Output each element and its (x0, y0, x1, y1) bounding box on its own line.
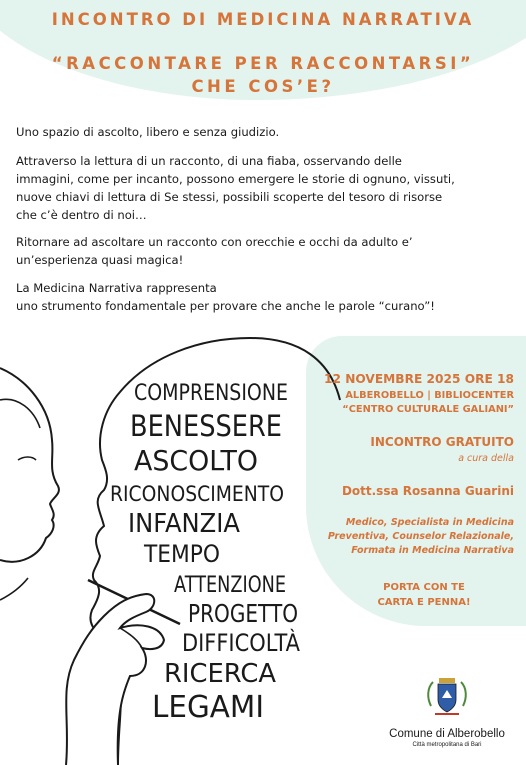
event-title: “RACCONTARE PER RACCONTARSI” (51, 54, 475, 73)
intro-paragraph: Uno spazio di ascolto, libero e senza giudizio. (16, 125, 280, 139)
word: RICERCA (164, 659, 277, 689)
event-date: 12 NOVEMBRE 2025 ORE 18 (323, 372, 514, 386)
experience-line: un’esperienza quasi magica! (16, 253, 184, 267)
coat-of-arms-icon (425, 676, 469, 722)
word: INFANZIA (128, 509, 241, 539)
closing-line: uno strumento fondamentale per provare che anche le parole “curano”! (16, 299, 435, 313)
word: COMPRENSIONE (134, 381, 288, 406)
description-line: Attraverso la lettura di un racconto, di una fiaba, osservando delle (16, 154, 402, 168)
description-line: nuove chiavi di lettura di Se stessi, possibili scoperte del tesoro di risorse (16, 190, 443, 204)
event-place: ALBEROBELLO | BIBLIOCENTER (345, 390, 514, 401)
word: DIFFICOLTÀ (182, 629, 318, 657)
bring-note: PORTA CON TE (383, 582, 465, 593)
word: PROGETTO (188, 599, 298, 628)
bring-note: CARTA E PENNA! (377, 597, 471, 608)
word: BENESSERE (130, 409, 282, 443)
experience-line: Ritornare ad ascoltare un racconto con orecchie e occhi da adulto e’ (16, 235, 413, 249)
chin-icon (0, 578, 28, 600)
municipality-logo (372, 676, 522, 748)
hair-icon (0, 399, 40, 428)
municipality-subtitle: Città metropolitana di Bari (412, 742, 482, 748)
closing-line: La Medicina Narrativa rappresenta (16, 281, 217, 295)
hand-icon (66, 594, 164, 765)
woman-profile-outline (0, 368, 59, 562)
word: ASCOLTO (134, 444, 258, 477)
speaker-role: Preventiva, Counselor Relazionale, (327, 531, 514, 542)
word: LEGAMI (152, 690, 264, 725)
municipality-name: Comune di Alberobello (389, 728, 505, 740)
event-venue: “CENTRO CULTURALE GALIANI” (342, 404, 514, 415)
speaker-role: Formata in Medicina Narrativa (351, 545, 514, 556)
word: TEMPO (143, 540, 220, 568)
curated-by-label: a cura della (458, 453, 514, 464)
speaker-name: Dott.ssa Rosanna Guarini (341, 484, 514, 498)
speaker-role: Medico, Specialista in Medicina (345, 517, 514, 528)
eye-icon (18, 457, 36, 460)
free-entry-label: INCONTRO GRATUITO (370, 435, 514, 449)
event-heading: INCONTRO DI MEDICINA NARRATIVA (51, 10, 475, 29)
word: RICONOSCIMENTO (110, 482, 284, 506)
word: ATTENZIONE (174, 573, 286, 598)
description-line: immagini, come per incanto, possono emergere le storie di ognuno, vissuti, (16, 172, 455, 186)
event-subtitle: CHE COS’E? (191, 77, 335, 96)
description-line: che c’è dentro di noi… (16, 208, 147, 222)
